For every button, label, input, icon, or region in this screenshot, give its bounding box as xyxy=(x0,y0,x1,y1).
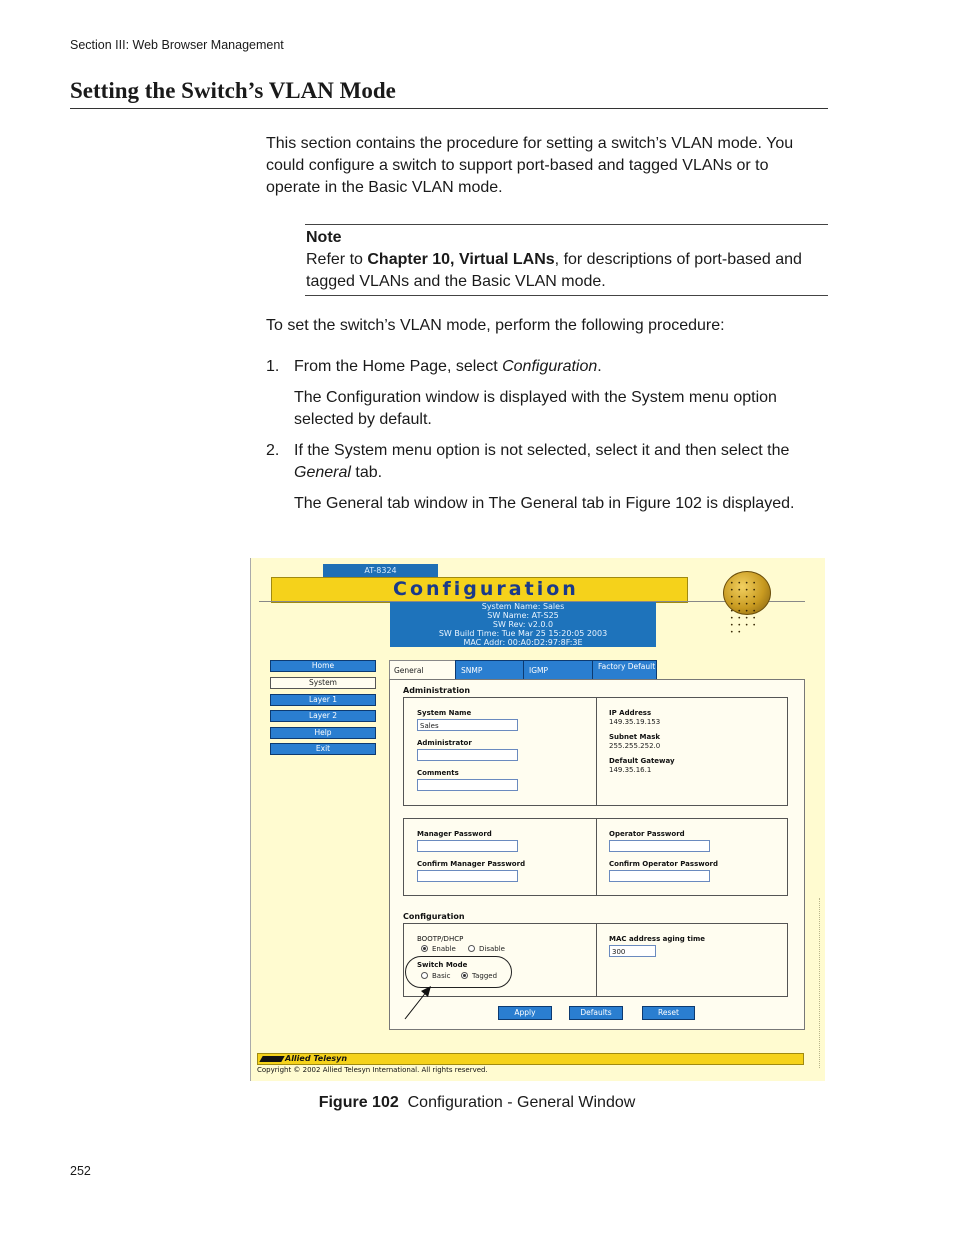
administration-title: Administration xyxy=(403,686,471,695)
manager-password-label: Manager Password xyxy=(417,830,492,838)
divider xyxy=(596,923,597,997)
administrator-input[interactable] xyxy=(417,749,518,761)
copyright-text: Copyright © 2002 Allied Telesyn International. All rights reserved. xyxy=(257,1066,488,1074)
intro-paragraph: This section contains the procedure for setting a switch’s VLAN mode. You could configure a switch to support port-based and tagged VLANs or to operate in the Basic VLAN mode. xyxy=(266,135,794,196)
manager-password-input[interactable] xyxy=(417,840,518,852)
comments-label: Comments xyxy=(417,769,459,777)
nav-system-button[interactable]: System xyxy=(270,677,376,689)
comments-input[interactable] xyxy=(417,779,518,791)
basic-label: Basic xyxy=(432,972,451,980)
mac-aging-input[interactable]: 300 xyxy=(609,945,656,957)
mac-aging-label: MAC address aging time xyxy=(609,935,706,943)
running-head: Section III: Web Browser Management xyxy=(70,38,284,52)
system-name-input[interactable]: Sales xyxy=(417,719,518,731)
system-info-box: System Name: Sales SW Name: AT-S25 SW Rev: v2.0.0 SW Build Time: Tue Mar 25 15:20:05 2003 MAC Addr: 00:A0:D2:97:8F:3E xyxy=(390,602,656,647)
apply-button[interactable]: Apply xyxy=(498,1006,552,1020)
ip-address-label: IP Address xyxy=(609,709,652,717)
confirm-operator-password-input[interactable] xyxy=(609,870,710,882)
nav-help-button[interactable]: Help xyxy=(270,727,376,739)
reset-button[interactable]: Reset xyxy=(642,1006,695,1020)
step-number: 1. xyxy=(266,358,280,375)
step-result: The Configuration window is displayed with the System menu option selected by default. xyxy=(294,389,777,428)
figure-caption-text: Configuration - General Window xyxy=(398,1094,636,1111)
default-gateway-label: Default Gateway xyxy=(609,757,675,765)
note-box xyxy=(305,224,828,296)
ip-address-value: 149.35.19.153 xyxy=(609,718,661,726)
step-text: If the System menu option is not selected, select it and then select the General tab. xyxy=(294,442,790,481)
nav-layer2-button[interactable]: Layer 2 xyxy=(270,710,376,722)
procedure-intro: To set the switch’s VLAN mode, perform the following procedure: xyxy=(266,317,725,334)
confirm-manager-password-input[interactable] xyxy=(417,870,518,882)
figure-caption xyxy=(0,1094,954,1112)
window-title: Configuration xyxy=(393,578,579,600)
section-heading: Setting the Switch’s VLAN Mode xyxy=(70,78,828,109)
configuration-window-screenshot xyxy=(250,558,825,1081)
defaults-button[interactable]: Defaults xyxy=(569,1006,623,1020)
allied-telesyn-logo: Allied Telesyn xyxy=(261,1054,347,1063)
divider xyxy=(596,697,597,806)
figure-label: Figure 102 xyxy=(318,1094,399,1111)
nav-exit-button[interactable]: Exit xyxy=(270,743,376,755)
page-number: 252 xyxy=(70,1164,91,1178)
note-reference: Chapter 10, Virtual LANs xyxy=(367,251,555,268)
system-name-label: System Name xyxy=(417,709,472,717)
tab-factory-default[interactable]: Factory Default xyxy=(592,660,657,681)
note-prefix: Refer to xyxy=(306,251,368,268)
page-edge-dots xyxy=(819,898,824,1068)
confirm-manager-password-label: Confirm Manager Password xyxy=(417,860,526,868)
globe-logo-icon: • • • • • • • • • • • • • • • • • • • • • • • • • • • • • • xyxy=(723,571,771,615)
default-gateway-value: 149.35.16.1 xyxy=(609,766,652,774)
note-suffix: , for descriptions of port-based and tagged VLANs and the Basic VLAN mode. xyxy=(306,251,802,290)
tab-general[interactable]: General xyxy=(389,660,457,681)
enable-label: Enable xyxy=(432,945,456,953)
subnet-mask-label: Subnet Mask xyxy=(609,733,661,741)
nav-home-button[interactable]: Home xyxy=(270,660,376,672)
nav-layer1-button[interactable]: Layer 1 xyxy=(270,694,376,706)
tab-snmp[interactable]: SNMP xyxy=(455,660,525,681)
tagged-label: Tagged xyxy=(472,972,498,980)
administrator-label: Administrator xyxy=(417,739,472,747)
callout-arrow-icon xyxy=(401,983,435,1023)
bootp-disable-radio[interactable] xyxy=(468,945,475,952)
step-result: The General tab window in The General tab in Figure 102 is displayed. xyxy=(294,495,795,512)
device-tab: AT-8324 xyxy=(323,564,438,577)
tab-igmp[interactable]: IGMP xyxy=(523,660,594,681)
divider xyxy=(596,818,597,896)
subnet-mask-value: 255.255.252.0 xyxy=(609,742,661,750)
operator-password-label: Operator Password xyxy=(609,830,685,838)
bootp-dhcp-label: BOOTP/DHCP xyxy=(417,935,464,943)
bootp-enable-radio[interactable] xyxy=(421,945,428,952)
switch-mode-label: Switch Mode xyxy=(417,961,468,969)
operator-password-input[interactable] xyxy=(609,840,710,852)
note-title: Note xyxy=(306,229,342,246)
step-number: 2. xyxy=(266,442,280,459)
configuration-section-title: Configuration xyxy=(403,912,465,921)
disable-label: Disable xyxy=(479,945,505,953)
confirm-operator-password-label: Confirm Operator Password xyxy=(609,860,718,868)
step-text: From the Home Page, select Configuration. xyxy=(294,358,602,375)
